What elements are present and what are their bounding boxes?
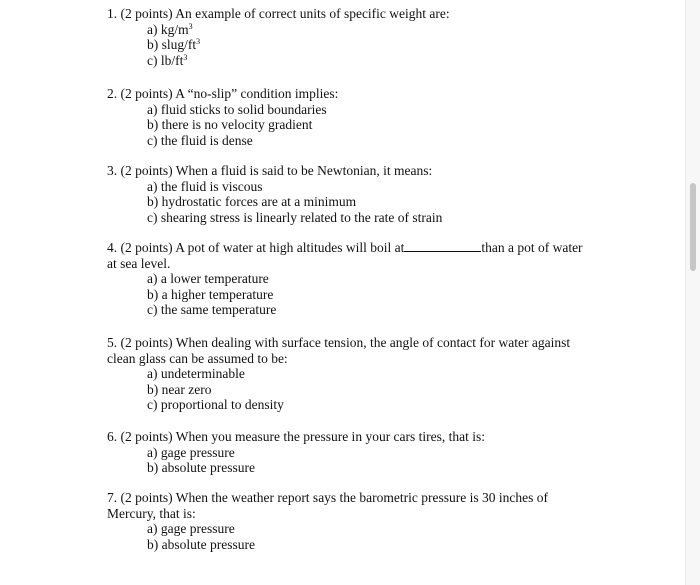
question-5-options — [107, 366, 597, 413]
superscript: 3 — [188, 21, 193, 31]
question-7-stem-line2: Mercury, that is: — [107, 505, 196, 521]
question-3-options — [107, 179, 597, 226]
scrollbar-thumb[interactable] — [690, 183, 696, 271]
question-7-stem-line1: 7. (2 points) When the weather report says the barometric pressure is 30 inches of — [107, 490, 548, 505]
question-6-options — [107, 445, 597, 476]
question-4-option-c: c) the same temperature — [147, 302, 277, 318]
question-6-option-b: b) absolute pressure — [147, 460, 255, 476]
question-1-option-c — [147, 53, 597, 69]
question-4-stem — [107, 240, 597, 256]
question-3 — [107, 163, 597, 225]
option-text: a) kg/m — [147, 21, 189, 37]
question-6-stem: 6. (2 points) When you measure the pressure in your cars tires, that is: — [107, 429, 486, 444]
question-3-option-a: a) the fluid is viscous — [147, 178, 263, 194]
question-5 — [107, 335, 597, 413]
question-4-stem-end: than a pot of water — [481, 240, 583, 255]
question-1-option-a — [147, 22, 597, 38]
question-1-stem: 1. (2 points) An example of correct units of specific weight are: — [107, 6, 450, 21]
question-2-option-b: b) there is no velocity gradient — [147, 117, 313, 133]
question-5-option-b: b) near zero — [147, 381, 212, 397]
option-text: b) slug/ft — [147, 37, 197, 53]
question-4-options — [107, 271, 597, 318]
question-3-option-c: c) shearing stress is linearly related to the rate of strain — [147, 209, 443, 225]
question-7 — [107, 490, 597, 552]
question-5-stem-line1: 5. (2 points) When dealing with surface tension, the angle of contact for water against — [107, 335, 571, 350]
question-6 — [107, 429, 597, 476]
question-5-option-a: a) undeterminable — [147, 366, 245, 382]
superscript: 3 — [183, 52, 188, 62]
option-text: c) lb/ft — [147, 52, 184, 68]
question-7-options — [107, 521, 597, 552]
question-2-option-c: c) the fluid is dense — [147, 132, 253, 148]
question-3-option-b: b) hydrostatic forces are at a minimum — [147, 194, 357, 210]
vertical-scrollbar[interactable] — [685, 0, 700, 585]
question-3-stem: 3. (2 points) When a fluid is said to be Newtonian, it means: — [107, 163, 433, 178]
answer-blank — [404, 240, 481, 252]
question-2 — [107, 86, 597, 148]
question-4-stem-start: 4. (2 points) A pot of water at high altitudes will boil at — [107, 240, 405, 255]
question-4-option-b: b) a higher temperature — [147, 286, 274, 302]
question-4 — [107, 240, 597, 318]
question-7-option-b: b) absolute pressure — [147, 536, 255, 552]
question-1-options — [107, 22, 597, 69]
question-1-option-b — [147, 37, 597, 53]
question-2-stem: 2. (2 points) A “no-slip” condition implies: — [107, 86, 339, 101]
superscript: 3 — [196, 37, 201, 47]
question-5-option-c: c) proportional to density — [147, 397, 284, 413]
question-5-stem-line2: clean glass can be assumed to be: — [107, 350, 288, 366]
question-2-options — [107, 102, 597, 149]
question-4-stem-line2: at sea level. — [107, 255, 171, 271]
question-6-option-a: a) gage pressure — [147, 444, 235, 460]
question-2-option-a: a) fluid sticks to solid boundaries — [147, 101, 327, 117]
question-4-option-a: a) a lower temperature — [147, 271, 269, 287]
question-1 — [107, 6, 597, 68]
question-7-option-a: a) gage pressure — [147, 521, 235, 537]
